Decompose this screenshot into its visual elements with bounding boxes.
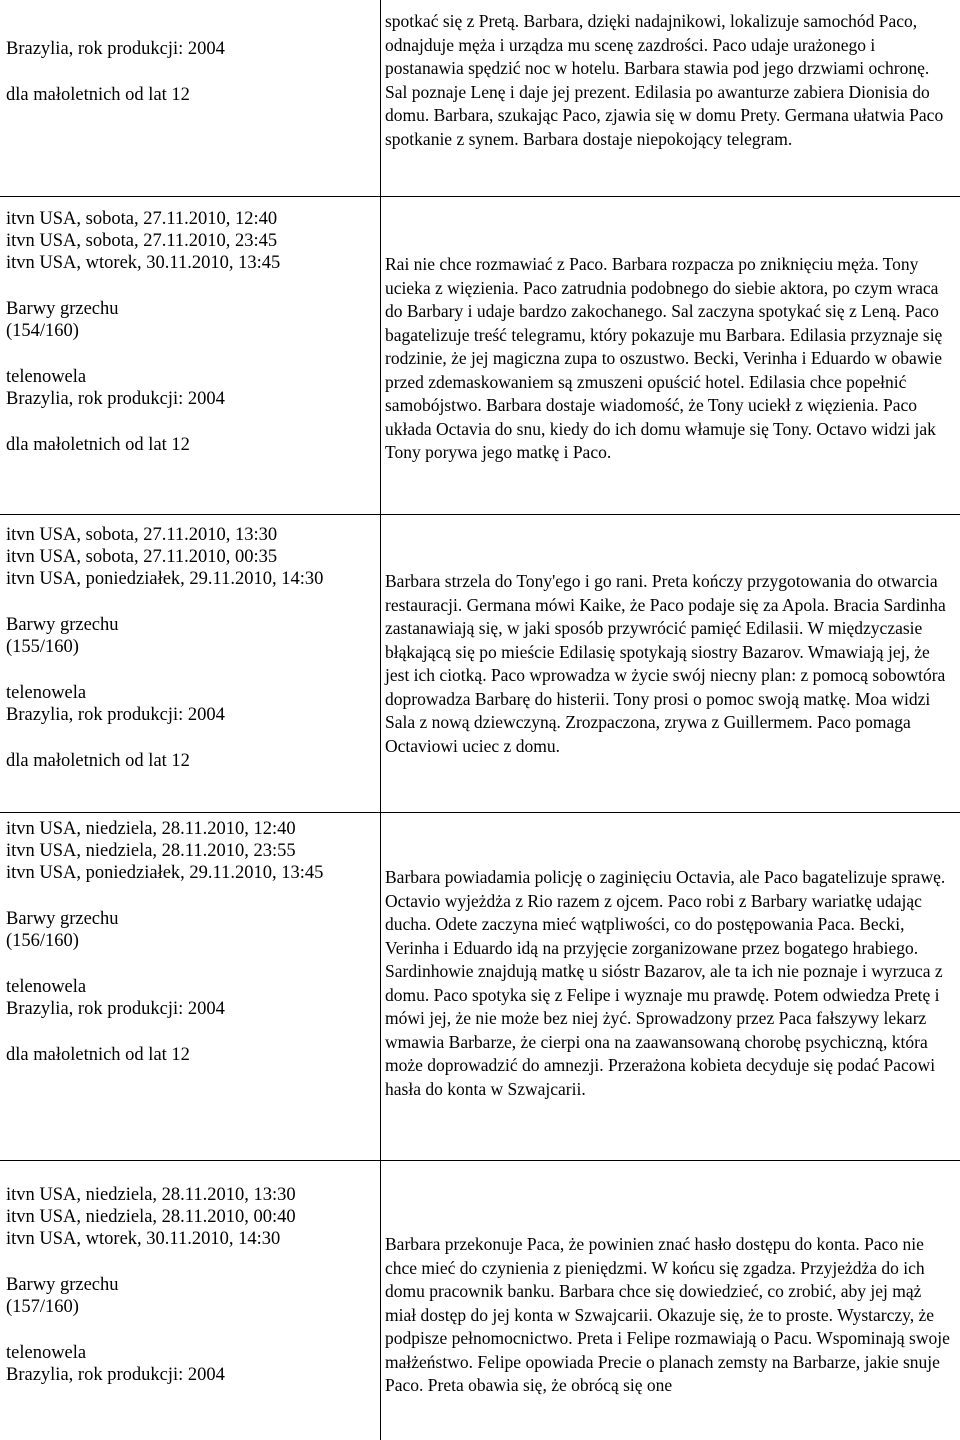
row-divider [0,812,960,813]
episode-number: (156/160) [6,931,79,951]
broadcast-info-154 [6,208,376,456]
age-rating: dla małoletnich od lat 12 [6,751,190,771]
production-info: Brazylia, rok produkcji: 2004 [6,999,225,1019]
air-time: itvn USA, niedziela, 28.11.2010, 13:30 [6,1185,296,1205]
air-time: itvn USA, poniedziałek, 29.11.2010, 14:30 [6,569,324,589]
episode-description-0: spotkać się z Pretą. Barbara, dzięki nadajnikowi, lokalizuje samochód Paco, odnajduje męża i urządza mu scenę zazdrości. Paco udaje urażonego i postanawia spędzić noc w hotelu. Barbara stawia pod jego drzwiami ochronę. Sal poznaje Lenę i daje jej prezent. Edilasia po awanturze zabiera Dionisia do domu. Barbara, szukając Paco, zjawia się w domu Prety. Germana ułatwia Paco spotkanie z synem. Barbara dostaje niepokojący telegram. [385,11,944,149]
row-divider [0,514,960,515]
production-info: Brazylia, rok produkcji: 2004 [6,39,225,59]
genre: telenowela [6,977,87,997]
episode-description-154: Rai nie chce rozmawiać z Paco. Barbara rozpacza po zniknięciu męża. Tony ucieka z więzienia. Paco zatrudnia podobnego do siebie aktora, po czym wraca do Barbary i udaje bardzo zakochanego. Sal zaczyna spotykać się z Leną. Paco bagatelizuje treść telegramu, który pokazuje mu Barbara. Edilasia przyznaje się rodzinie, że jej magiczna zupa to oszustwo. Becki, Verinha i Eduardo w obawie przed zdemaskowaniem są zmuszeni opuścić hotel. Edilasia chce popełnić samobójstwo. Barbara dostaje wiadomość, że Tony uciekł z więzienia. Paco układa Octavia do snu, kiedy do ich domu włamuje się Tony. Octavo widzi jak Tony porywa jego matkę i Paco. [385,254,943,462]
episode-number: (154/160) [6,321,79,341]
row-divider [0,1160,960,1161]
air-time: itvn USA, wtorek, 30.11.2010, 14:30 [6,1229,281,1249]
episode-number: (157/160) [6,1297,79,1317]
air-time: itvn USA, niedziela, 28.11.2010, 23:55 [6,841,296,861]
age-rating: dla małoletnich od lat 12 [6,435,190,455]
air-time: itvn USA, wtorek, 30.11.2010, 13:45 [6,253,281,273]
episode-description-155: Barbara strzela do Tony'ego i go rani. Preta kończy przygotowania do otwarcia restauracji. Germana mówi Kaike, że Paco podaje się za Apola. Bracia Sardinha zastanawiają się, w jaki sposób przywrócić pamięć Edilasii. W międzyczasie błąkającą się po mieście Edilasię spotykają siostry Bazarov. Wmawiają jej, że jest ich ciotką. Paco wprowadza w życie swój niecny plan: z pomocą sobowtóra doprowadza Barbarę do histerii. Tony prosi o pomoc swoją matkę. Moa widzi Sala z nową dziewczyną. Zrozpaczona, zrywa z Guillermem. Paco pomaga Octaviowi uciec z domu. [385,571,946,756]
series-title: Barwy grzechu [6,299,119,319]
row-divider [0,196,960,197]
air-time: itvn USA, poniedziałek, 29.11.2010, 13:45 [6,863,324,883]
air-time: itvn USA, sobota, 27.11.2010, 23:45 [6,231,278,251]
broadcast-info-157 [6,1184,376,1386]
genre: telenowela [6,1343,87,1363]
air-time: itvn USA, sobota, 27.11.2010, 00:35 [6,547,278,567]
episode-number: (155/160) [6,637,79,657]
series-title: Barwy grzechu [6,1275,119,1295]
broadcast-info-156 [6,818,376,1066]
air-time: itvn USA, sobota, 27.11.2010, 12:40 [6,209,278,229]
age-rating: dla małoletnich od lat 12 [6,85,190,105]
series-title: Barwy grzechu [6,909,119,929]
episode-description-157: Barbara przekonuje Paca, że powinien znać hasło dostępu do konta. Paco nie chce mieć do czynienia z pieniędzmi. W końcu się zgadza. Przyjeżdża do ich domu pracownik banku. Barbara chce się dowiedzieć, co zrobić, aby jej mąż miał dostęp do jej konta w Szwajcarii. Okazuje się, że to proste. Wystarczy, że podpisze pełnomocnictwo. Preta i Felipe rozmawiają o Pacu. Wspominają swoje małżeństwo. Felipe opowiada Precie o planach zemsty na Barbarze, jakie snuje Paco. Preta obawia się, że obrócą się one [385,1234,950,1395]
production-info: Brazylia, rok produkcji: 2004 [6,705,225,725]
broadcast-info-155 [6,524,376,772]
genre: telenowela [6,367,87,387]
air-time: itvn USA, sobota, 27.11.2010, 13:30 [6,525,278,545]
air-time: itvn USA, niedziela, 28.11.2010, 12:40 [6,819,296,839]
air-time: itvn USA, niedziela, 28.11.2010, 00:40 [6,1207,296,1227]
broadcast-info-0 [6,38,376,106]
production-info: Brazylia, rok produkcji: 2004 [6,1365,225,1385]
series-title: Barwy grzechu [6,615,119,635]
age-rating: dla małoletnich od lat 12 [6,1045,190,1065]
episode-description-156: Barbara powiadamia policję o zaginięciu Octavia, ale Paco bagatelizuje sprawę. Octavio wyjeżdża z Rio razem z ojcem. Paco robi z Barbary wariatkę udając ducha. Odete zaczyna mieć wątpliwości, co do postępowania Paca. Becki, Verinha i Eduardo idą na przyjęcie zorganizowane przez bogatego hrabiego. Sardinhowie znajdują matkę u sióstr Bazarov, ale ta ich nie poznaje i wyrzuca z domu. Paco spotyka się z Felipe i wyznaje mu prawdę. Potem odwiedza Pretę i mówi jej, że nie może bez niej żyć. Sprowadzony przez Paca fałszywy lekarz wmawia Barbarze, że cierpi ona na zaawansowaną chorobę psychiczną, która może doprowadzić do amnezji. Przerażona kobieta decyduje się podać Pacowi hasła do konta w Szwajcarii. [385,867,946,1099]
genre: telenowela [6,683,87,703]
column-divider [380,0,381,1440]
production-info: Brazylia, rok produkcji: 2004 [6,389,225,409]
